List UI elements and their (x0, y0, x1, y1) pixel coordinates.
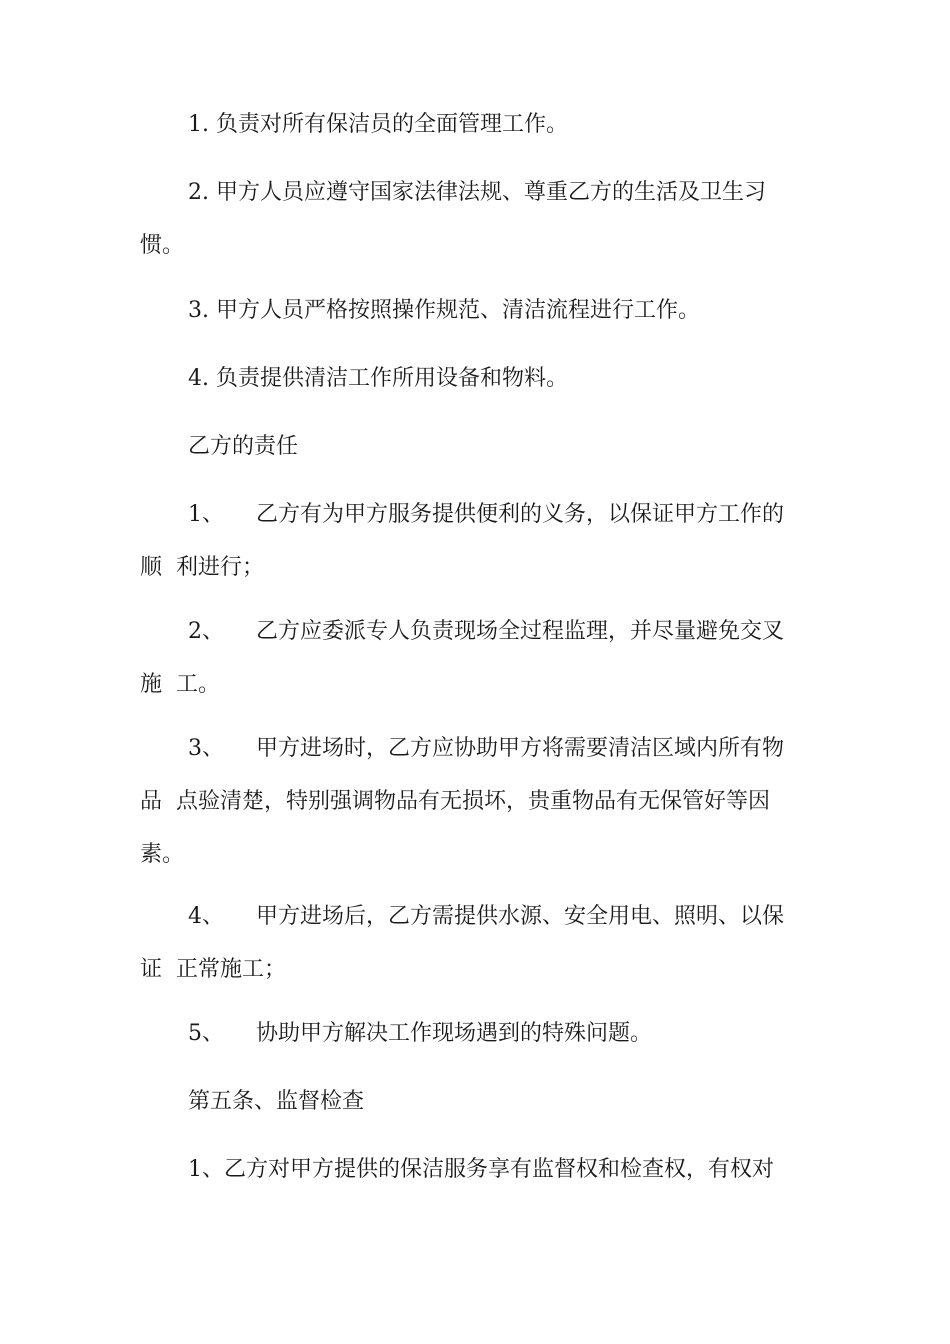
paragraph-line: 素。 (140, 842, 185, 867)
item-number: 4、 (188, 904, 224, 929)
paragraph-line: 3. 甲方人员严格按照操作规范、清洁流程进行工作。 (188, 298, 700, 323)
paragraph-line: 甲方进场时，乙方应协助甲方将需要清洁区域内所有物 (256, 736, 785, 761)
paragraph-line: 证 正常施工； (140, 957, 286, 982)
paragraph-1 (140, 98, 830, 151)
paragraph-line: 2. 甲方人员应遵守国家法律法规、尊重乙方的生活及卫生习 (188, 180, 766, 205)
paragraph-b5 (140, 1007, 830, 1060)
paragraph-line: 品 点验清楚，特别强调物品有无损坏，贵重物品有无保管好等因 (140, 789, 770, 814)
heading-text: 第五条、监督检查 (188, 1089, 365, 1114)
paragraph-line: 乙方应委派专人负责现场全过程监理，并尽量避免交叉 (256, 619, 785, 644)
paragraph-b1 (140, 488, 830, 594)
paragraph-line: 1. 负责对所有保洁员的全面管理工作。 (188, 112, 568, 137)
paragraph-b2 (140, 605, 830, 711)
item-number: 2、 (188, 619, 224, 644)
paragraph-line: 乙方有为甲方服务提供便利的义务，以保证甲方工作的 (256, 502, 785, 527)
heading-text: 乙方的责任 (188, 434, 299, 459)
paragraph-b4 (140, 890, 830, 996)
paragraph-4 (140, 352, 830, 405)
section-heading-party-b (140, 420, 830, 473)
paragraph-line: 顺 利进行； (140, 555, 264, 580)
paragraph-3 (140, 284, 830, 337)
paragraph-2 (140, 166, 830, 272)
item-number: 1、 (188, 502, 224, 527)
paragraph-line: 甲方进场后，乙方需提供水源、安全用电、照明、以保 (256, 904, 785, 929)
section-heading-article-5 (140, 1075, 830, 1128)
paragraph-art5-1 (140, 1143, 830, 1196)
item-number: 5、 (188, 1021, 224, 1046)
paragraph-b3 (140, 722, 830, 881)
paragraph-line: 惯。 (140, 233, 185, 258)
paragraph-line: 施 工。 (140, 672, 220, 697)
item-number: 3、 (188, 736, 224, 761)
paragraph-line: 1、乙方对甲方提供的保洁服务享有监督权和检查权，有权对 (188, 1157, 774, 1182)
paragraph-line: 4. 负责提供清洁工作所用设备和物料。 (188, 366, 568, 391)
paragraph-line: 协助甲方解决工作现场遇到的特殊问题。 (256, 1021, 653, 1046)
